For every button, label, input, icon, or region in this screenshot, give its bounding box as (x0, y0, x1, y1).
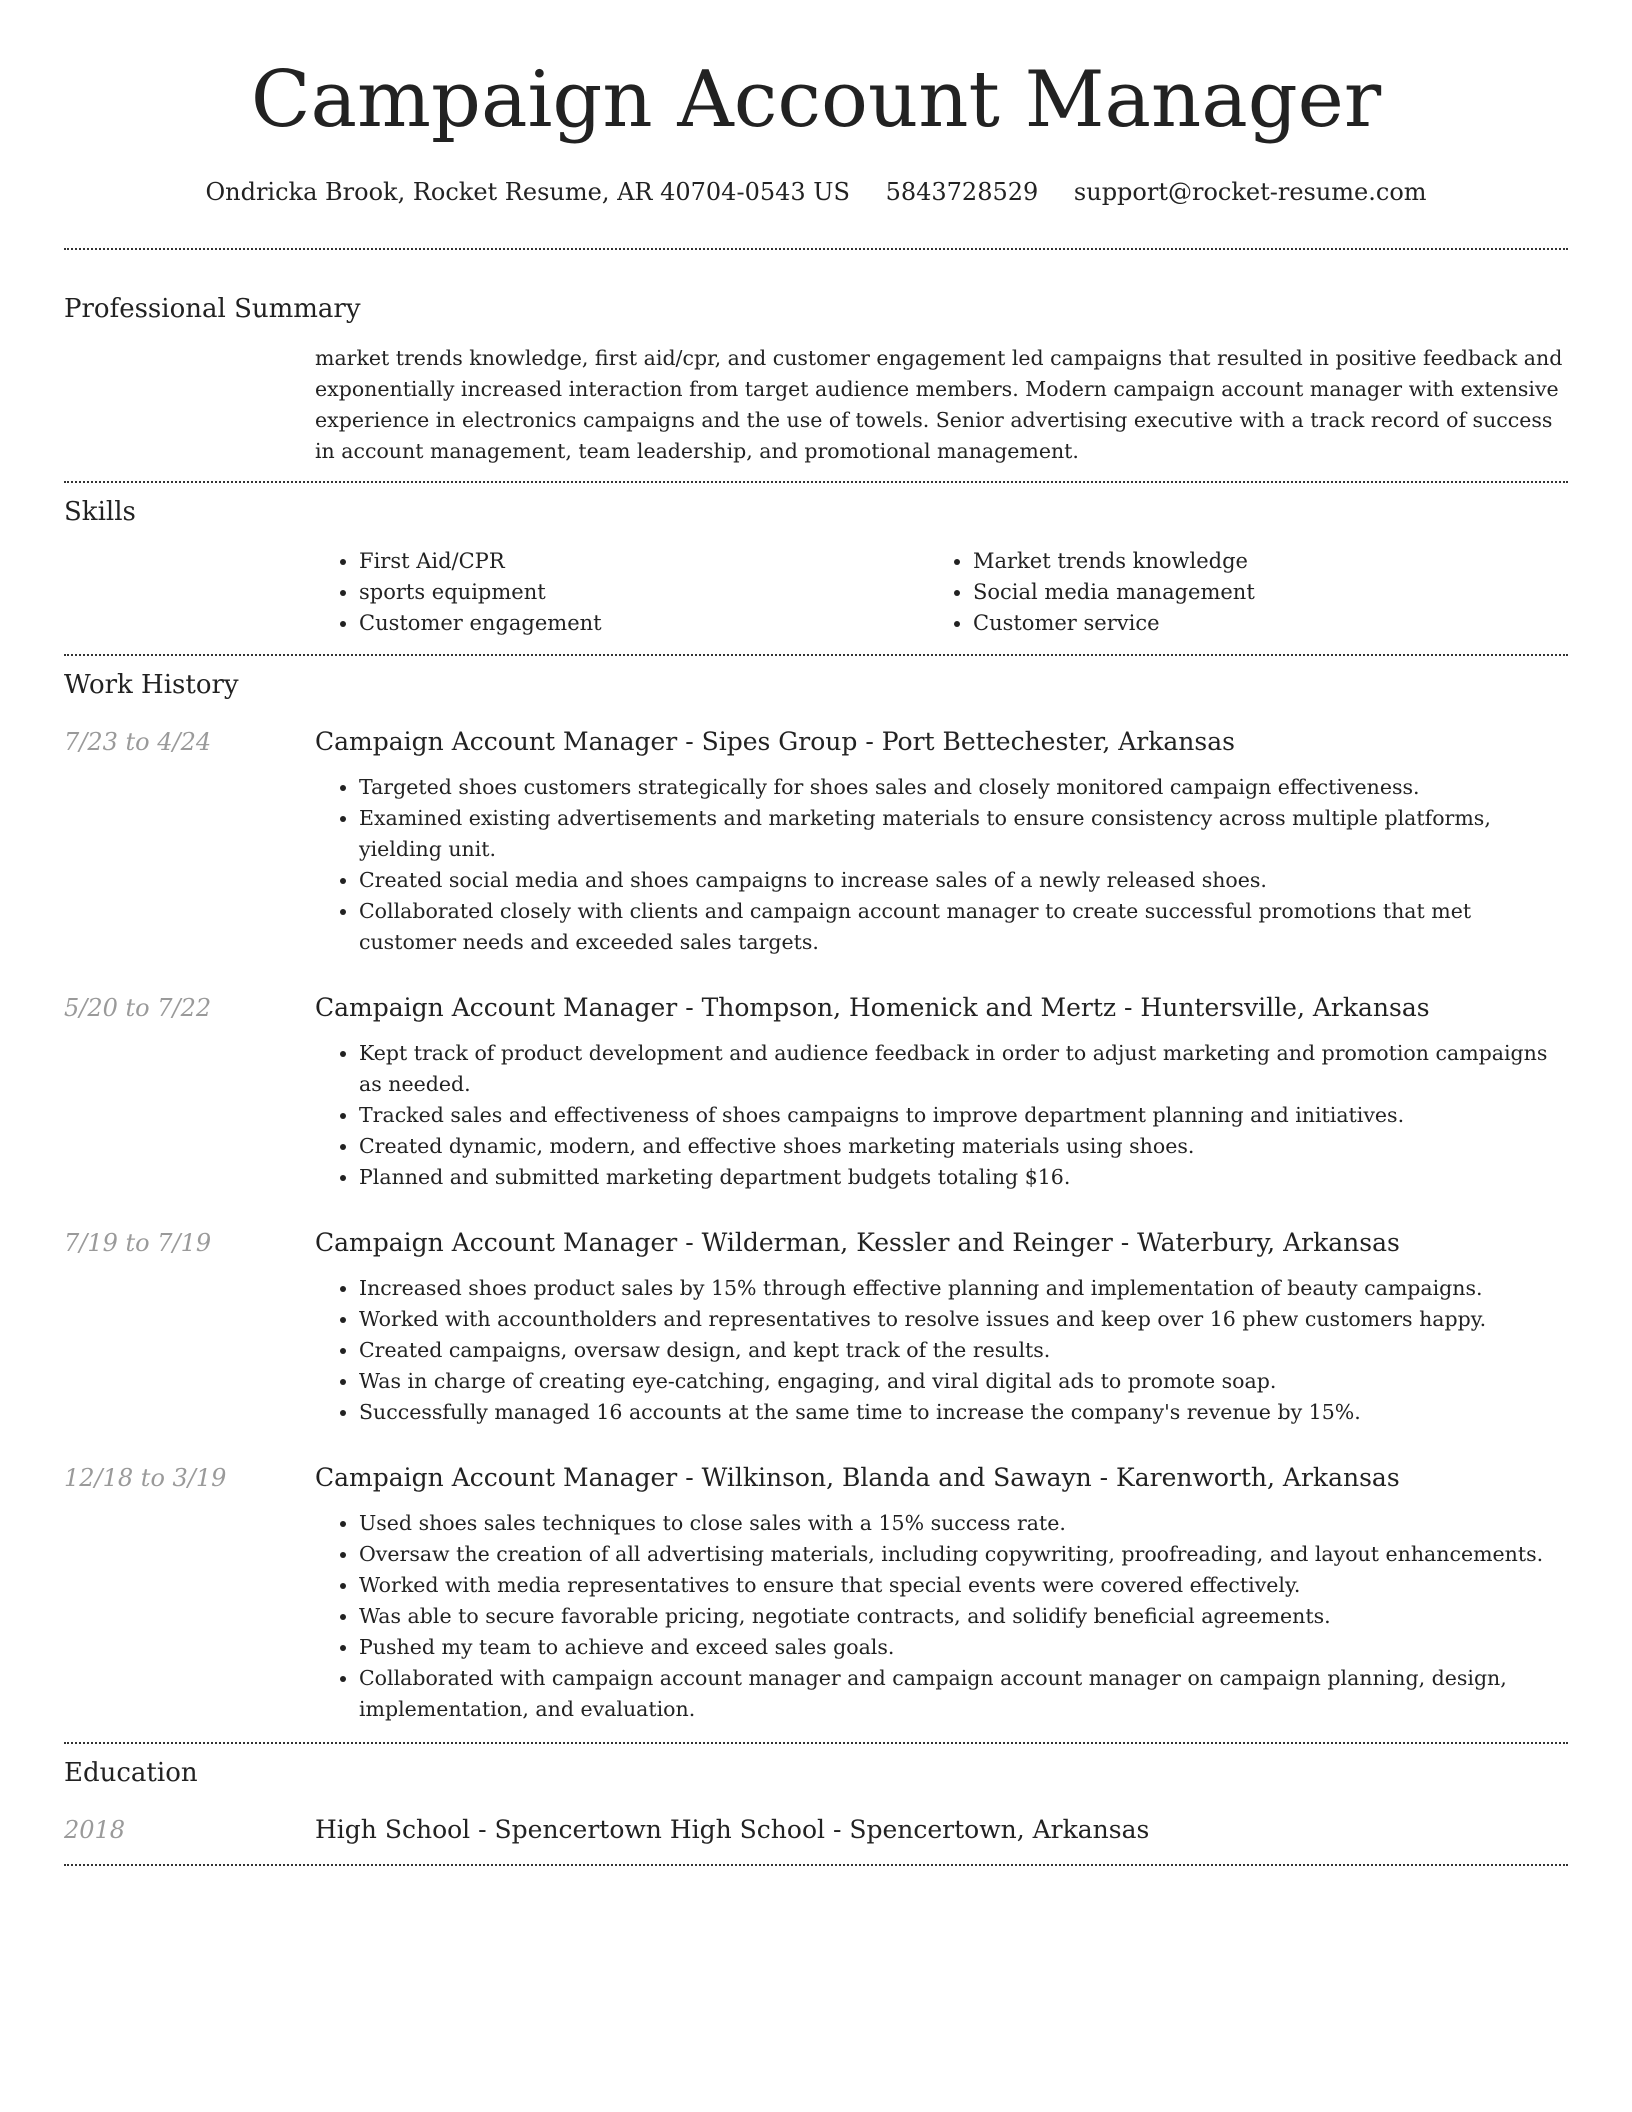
job-bullet: • Was in charge of creating eye-catching, engaging, and viral digital ads to promote soap. (359, 1366, 1569, 1397)
contact-phone: 5843728529 (885, 178, 1039, 206)
education-section (64, 1756, 1568, 1846)
contact-line (64, 176, 1568, 208)
contact-email: support@rocket-resume.com (1073, 178, 1427, 206)
job-date: 7/23 to 4/24 (64, 728, 212, 756)
education-heading: Education (64, 1758, 198, 1788)
job-bullet: • Pushed my team to achieve and exceed sales goals. (359, 1632, 1569, 1663)
job-bullet: • Worked with accountholders and representatives to resolve issues and keep over 16 phew customers happy. (359, 1304, 1569, 1335)
work-history-heading: Work History (64, 670, 239, 700)
job-bullet: • Was able to secure favorable pricing, negotiate contracts, and solidify beneficial agreements. (359, 1601, 1569, 1632)
summary-body (315, 343, 1568, 467)
education-heading-line: High School - Spencertown High School - Spencertown, Arkansas (315, 1815, 1150, 1844)
summary-heading: Professional Summary (64, 294, 361, 324)
divider (64, 1864, 1568, 1866)
education-date: 2018 (64, 1816, 126, 1844)
skill-item: • Social media management (973, 577, 1543, 608)
job-bullet: • Oversaw the creation of all advertising materials, including copywriting, proofreading, and layout enhancements. (359, 1539, 1569, 1570)
skill-item: • Market trends knowledge (973, 546, 1543, 577)
job-bullet: • Worked with media representatives to ensure that special events were covered effectively. (359, 1570, 1569, 1601)
skill-item: • Customer service (973, 608, 1543, 639)
contact-address: Ondricka Brook, Rocket Resume, AR 40704-0543 US (205, 178, 850, 206)
skill-item: • sports equipment (359, 577, 929, 608)
job-bullet: • Kept track of product development and audience feedback in order to adjust marketing and promotion campaigns as needed. (359, 1038, 1569, 1100)
work-history-section (64, 668, 1568, 1725)
summary-section (64, 292, 1568, 467)
job-entry (64, 992, 1568, 1193)
resume-title: Campaign Account Manager (250, 55, 1382, 145)
job-entry (64, 1227, 1568, 1428)
skill-item: • First Aid/CPR (359, 546, 929, 577)
job-bullet: • Successfully managed 16 accounts at the same time to increase the company's revenue by 15%. (359, 1397, 1569, 1428)
job-bullet: • Created dynamic, modern, and effective shoes marketing materials using shoes. (359, 1131, 1569, 1162)
job-bullets (315, 1273, 1569, 1428)
job-entry (64, 726, 1568, 958)
education-entry (64, 1814, 1568, 1846)
job-date: 5/20 to 7/22 (64, 994, 212, 1022)
job-heading: Campaign Account Manager - Wilkinson, Blanda and Sawayn - Karenworth, Arkansas (315, 1463, 1400, 1492)
job-bullet: • Examined existing advertisements and marketing materials to ensure consistency across multiple platforms, yielding unit. (359, 803, 1569, 865)
job-date: 7/19 to 7/19 (64, 1229, 212, 1257)
job-bullets (315, 1508, 1569, 1725)
job-bullet: • Used shoes sales techniques to close sales with a 15% success rate. (359, 1508, 1569, 1539)
job-heading: Campaign Account Manager - Sipes Group - Port Bettechester, Arkansas (315, 727, 1235, 756)
job-bullets (315, 1038, 1569, 1193)
skills-section (64, 495, 1568, 639)
job-bullets (315, 772, 1569, 958)
job-entry (64, 1462, 1568, 1725)
job-heading: Campaign Account Manager - Wilderman, Kessler and Reinger - Waterbury, Arkansas (315, 1228, 1400, 1257)
job-date: 12/18 to 3/19 (64, 1464, 227, 1492)
job-bullet: • Planned and submitted marketing department budgets totaling $16. (359, 1162, 1569, 1193)
job-bullet: • Created social media and shoes campaigns to increase sales of a newly released shoes. (359, 865, 1569, 896)
skills-column-left (315, 546, 929, 639)
job-bullet: • Collaborated with campaign account manager and campaign account manager on campaign planning, design, implementation, and evaluation. (359, 1663, 1569, 1725)
resume-page (64, 0, 1568, 1866)
job-bullet: • Tracked sales and effectiveness of shoes campaigns to improve department planning and initiatives. (359, 1100, 1569, 1131)
summary-text: market trends knowledge, first aid/cpr, and customer engagement led campaigns that resulted in positive feedback and exponentially increased interaction from target audience members. Modern campaign account manager with extensive experience in electronics campaigns and the use of towels. Senior advertising executive with a track record of success in account management, team leadership, and promotional management. (315, 346, 1563, 463)
job-bullet: • Collaborated closely with clients and campaign account manager to create successful promotions that met customer needs and exceeded sales targets. (359, 896, 1569, 958)
divider (64, 481, 1568, 483)
divider (64, 1742, 1568, 1744)
skill-item: • Customer engagement (359, 608, 929, 639)
skills-column-right (929, 546, 1543, 639)
skills-heading: Skills (64, 497, 136, 527)
job-heading: Campaign Account Manager - Thompson, Homenick and Mertz - Huntersville, Arkansas (315, 993, 1430, 1022)
job-bullet: • Created campaigns, oversaw design, and kept track of the results. (359, 1335, 1569, 1366)
divider (64, 248, 1568, 250)
job-bullet: • Increased shoes product sales by 15% through effective planning and implementation of beauty campaigns. (359, 1273, 1569, 1304)
skills-list (315, 546, 1568, 639)
divider (64, 654, 1568, 656)
job-bullet: • Targeted shoes customers strategically for shoes sales and closely monitored campaign effectiveness. (359, 772, 1569, 803)
